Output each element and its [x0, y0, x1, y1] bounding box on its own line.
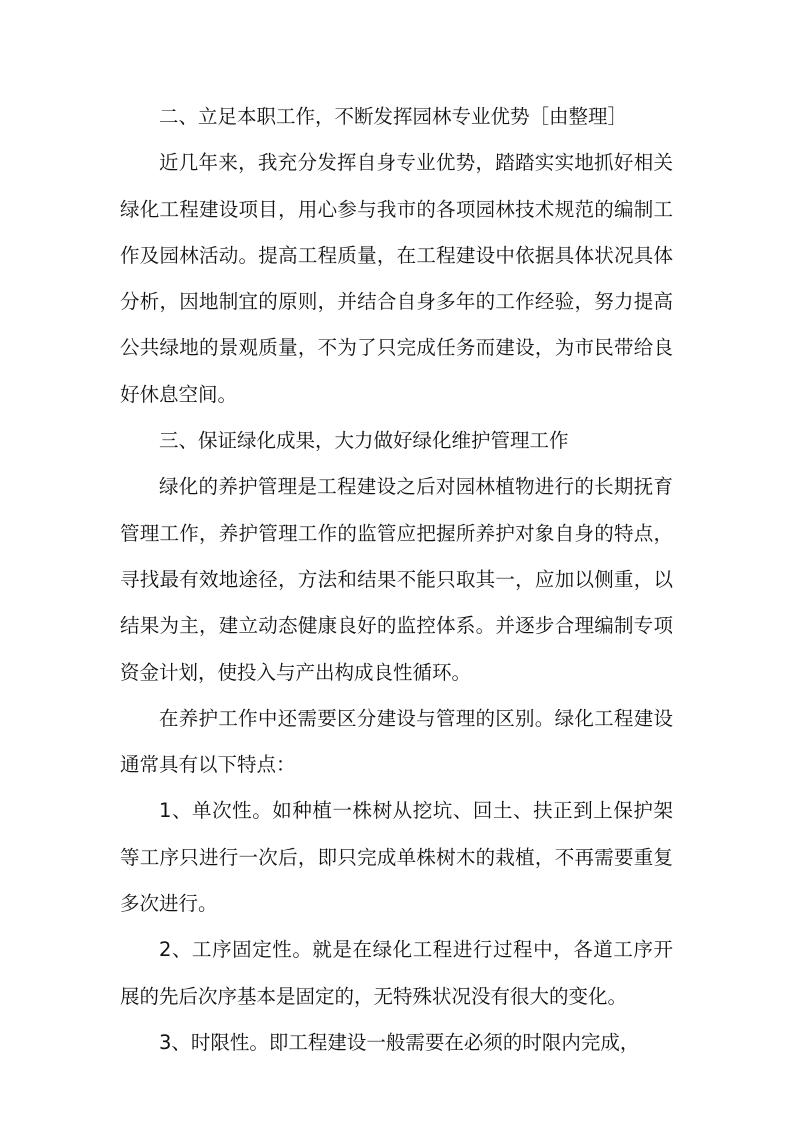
section-heading-2: 二、立足本职工作，不断发挥园林专业优势［由整理］ [159, 105, 628, 128]
document-body [120, 94, 673, 1066]
paragraph: 近几年来，我充分发挥自身专业优势，踏踏实实地抓好相关绿化工程建设项目，用心参与我市的各项园林技术规范的编制工作及园林活动。提高工程质量，在工程建设中依据具体状况具体分析，因地制宜的原则，并结合自身多年的工作经验，努力提高公共绿地的景观质量，不为了只完成任务而建设，为市民带给良好休息空间。 [120, 151, 673, 406]
list-item-3: 3、时限性。即工程建设一般需要在必须的时限内完成， [159, 1030, 640, 1054]
paragraph: 绿化的养护管理是工程建设之后对园林植物进行的长期抚育管理工作，养护管理工作的监管应把握所养护对象自身的特点，寻找最有效地途径，方法和结果不能只取其一，应加以侧重，以结果为主，建立动态健康良好的监控体系。并逐步合理编制专项资金计划，使投入与产出构成良性循环。 [120, 475, 673, 684]
section-heading-3: 三、保证绿化成果，大力做好绿化维护管理工作 [159, 429, 569, 453]
paragraph: 在养护工作中还需要区分建设与管理的区别。绿化工程建设通常具有以下特点： [120, 706, 673, 777]
list-item-2: 2、工序固定性。就是在绿化工程进行过程中，各道工序开展的先后次序基本是固定的，无特殊状况没有很大的变化。 [120, 938, 673, 1008]
list-item-1: 1、单次性。如种植一株树从挖坑、回土、扶正到上保护架等工序只进行一次后，即只完成单株树木的栽植，不再需要重复多次进行。 [120, 799, 673, 916]
